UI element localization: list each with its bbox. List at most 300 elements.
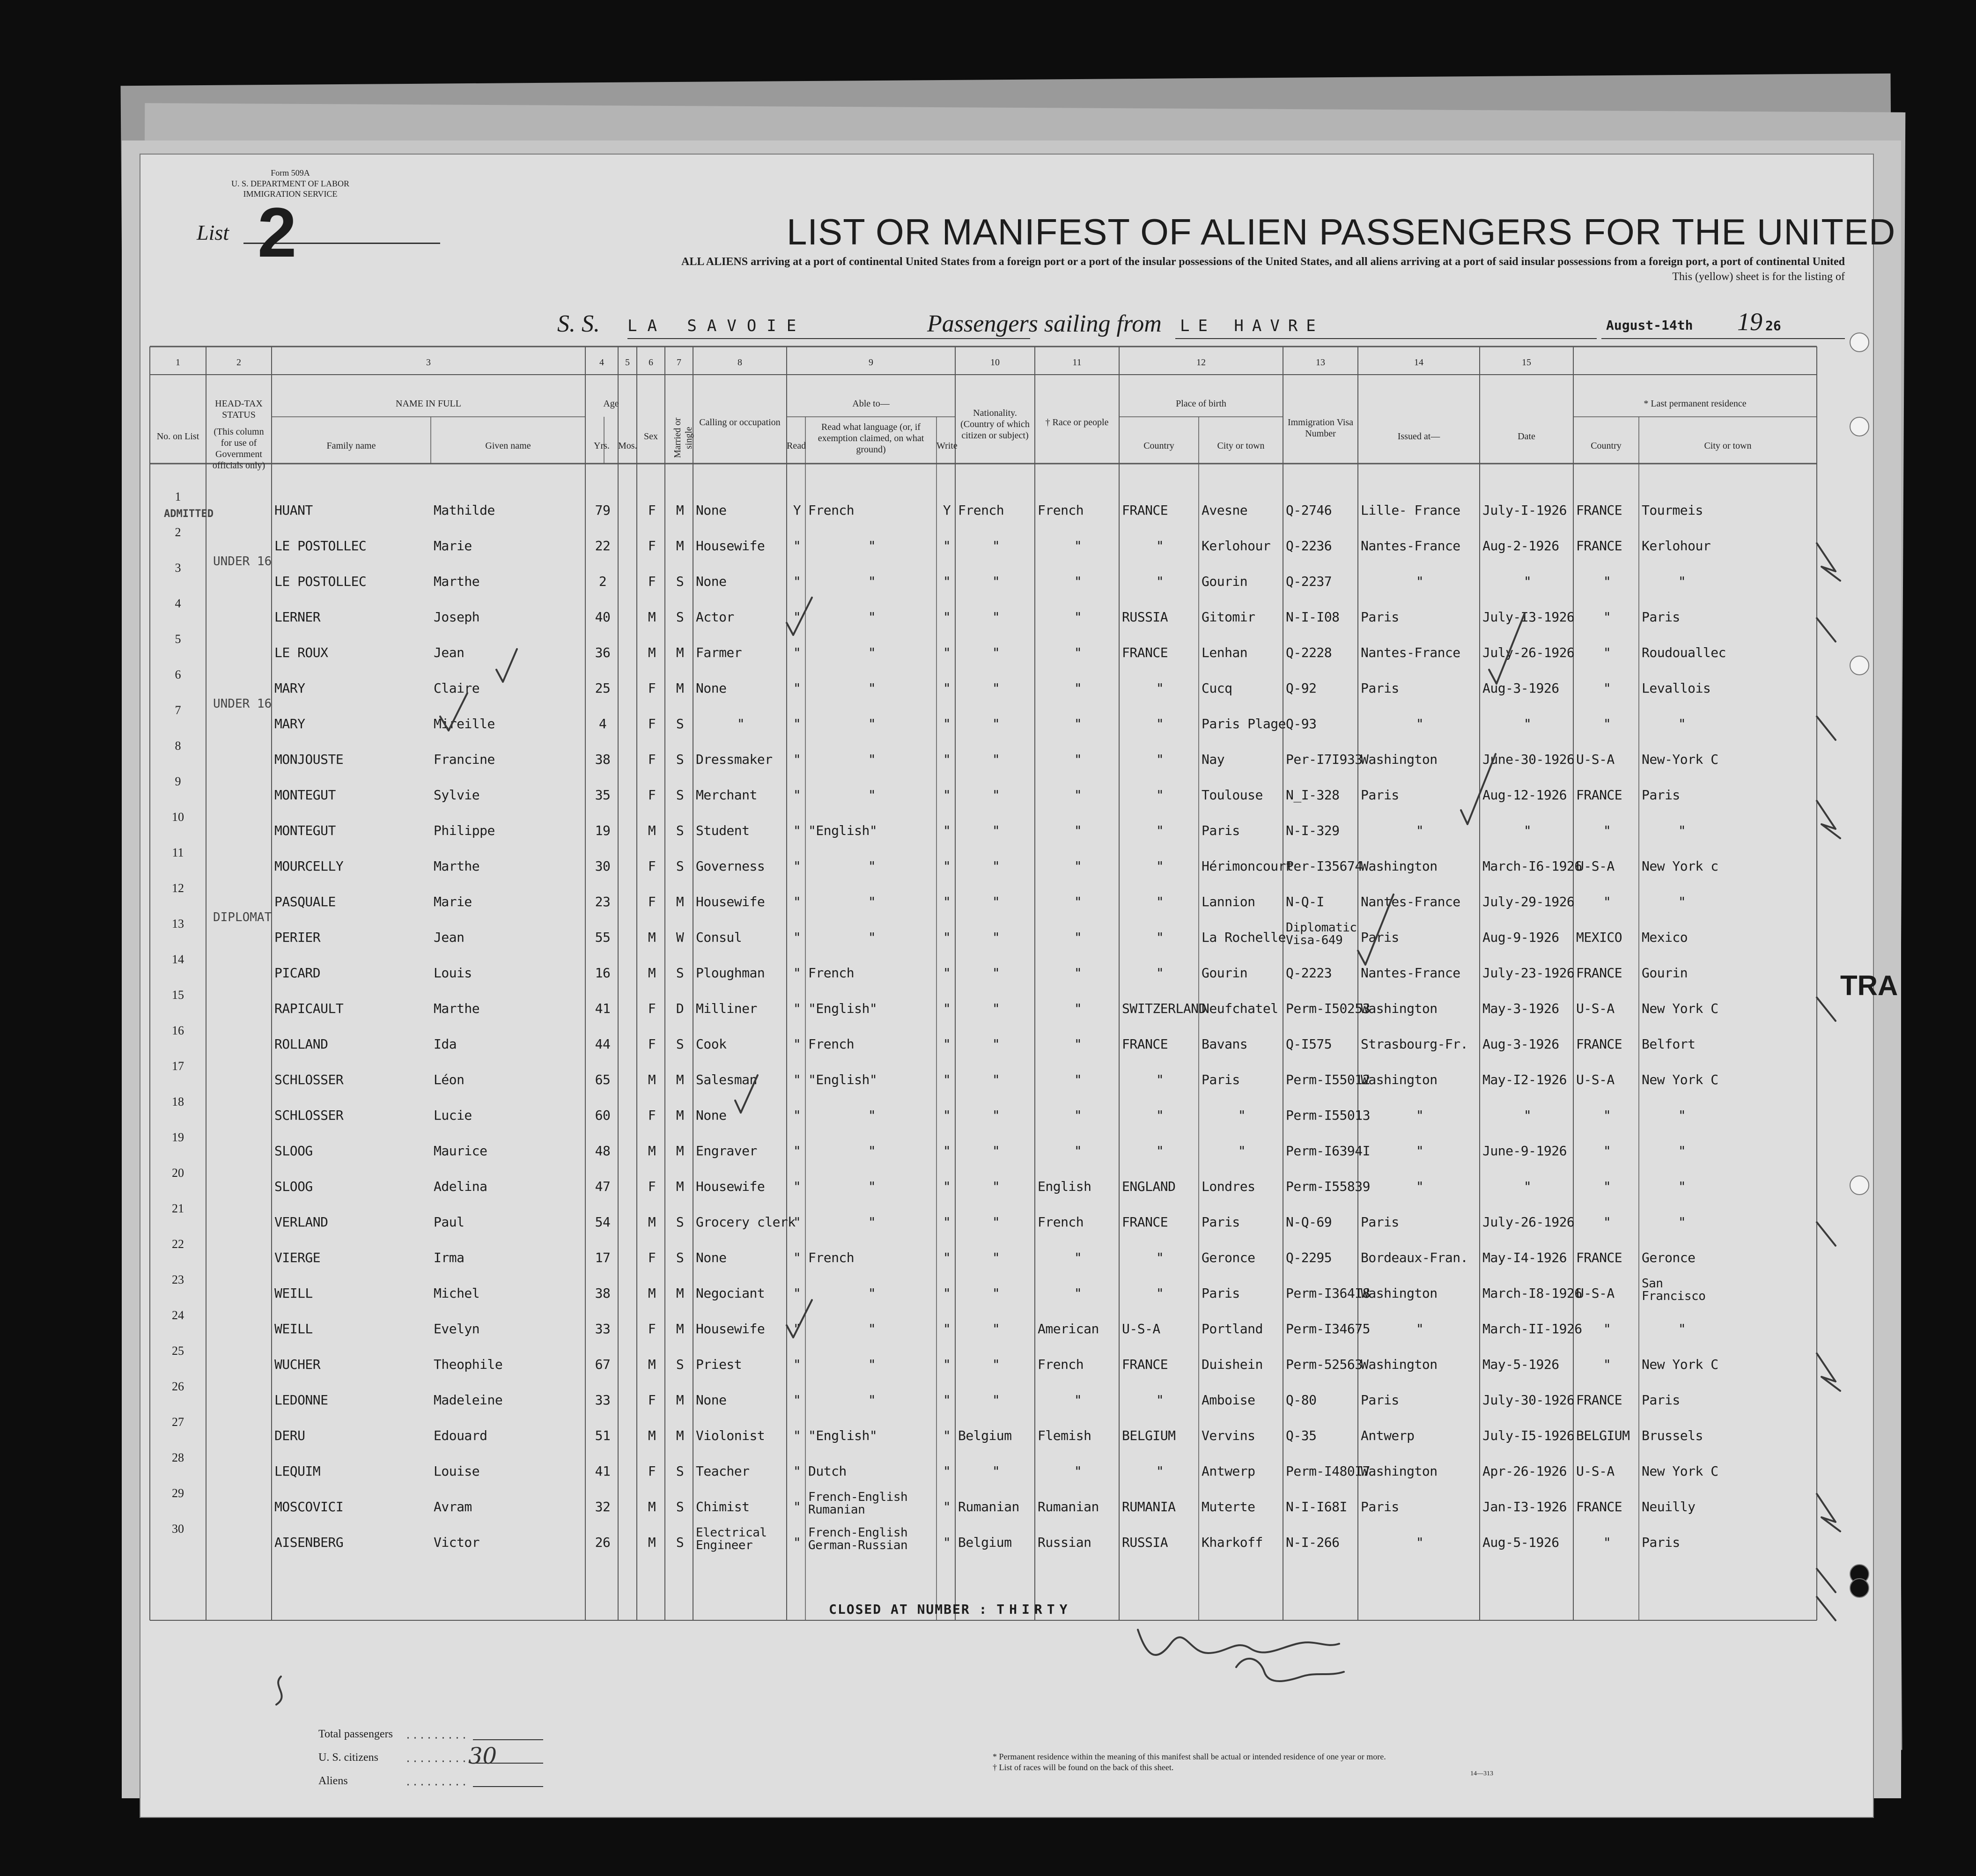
cell-issued: Paris [1361, 930, 1399, 945]
cell-date: May-I2-1926 [1482, 1072, 1567, 1087]
cell-age: 4 [598, 716, 607, 731]
header-res-country: Country [1591, 441, 1622, 451]
row-number: 28 [172, 1451, 184, 1464]
cell-race: Russian [1038, 1535, 1091, 1550]
cell-date: " [1523, 823, 1532, 838]
cell-ms: M [676, 894, 684, 909]
cell-sex: F [648, 1036, 656, 1052]
header-place-of-birth: Place of birth [1176, 399, 1226, 409]
row-number: 21 [172, 1202, 184, 1215]
cell-bcountry: FRANCE [1122, 645, 1168, 660]
cell-occ: None [696, 680, 727, 696]
cell-race: " [1074, 680, 1082, 696]
cell-sex: M [648, 645, 656, 660]
cell-bcity: Kharkoff [1202, 1535, 1263, 1550]
column-number: 13 [1316, 357, 1325, 368]
cell-lang: " [868, 1357, 876, 1372]
cell-visa: N-I-I68I [1286, 1499, 1347, 1514]
cell-family: MOSCOVICI [274, 1499, 344, 1514]
cell-family: PERIER [274, 930, 321, 945]
cell-race: " [1074, 752, 1082, 767]
cell-rcity: Neuilly [1642, 1499, 1696, 1514]
cell-lang: French [808, 965, 855, 981]
cell-read: " [793, 680, 801, 696]
cell-age: 33 [595, 1392, 611, 1408]
cell-given: Madeleine [434, 1392, 503, 1408]
cell-ms: M [676, 1428, 684, 1443]
cell-write: " [943, 1001, 951, 1016]
cell-lang: " [868, 858, 876, 874]
cell-rcity: " [1678, 1214, 1686, 1230]
us-citizens-label: U. S. citizens [318, 1751, 378, 1764]
cell-lang: "English" [808, 1001, 877, 1016]
cell-rcity: Brussels [1642, 1428, 1703, 1443]
cell-ms: S [676, 716, 684, 731]
cell-rcity: " [1678, 1143, 1686, 1159]
cell-rcity: New York c [1642, 858, 1718, 874]
cell-age: 16 [595, 965, 611, 981]
cell-read: " [793, 1535, 801, 1550]
cell-read: " [793, 1143, 801, 1159]
cell-rcountry: FRANCE [1576, 1499, 1622, 1514]
cell-rcountry: U-S-A [1576, 1463, 1615, 1479]
cell-nat: " [992, 930, 1000, 945]
row-number: 5 [175, 632, 181, 646]
cell-ms: S [676, 1357, 684, 1372]
cell-race: English [1038, 1179, 1091, 1194]
cell-issued: Strasbourg-Fr. [1361, 1036, 1468, 1052]
year-suffix: 26 [1765, 318, 1781, 333]
cell-age: 2 [598, 574, 607, 589]
cell-ms: S [676, 752, 684, 767]
cell-rcountry: U-S-A [1576, 1072, 1615, 1087]
cell-write: " [943, 645, 951, 660]
cell-bcountry: " [1156, 1463, 1164, 1479]
cell-write: " [943, 965, 951, 981]
row-number: 23 [172, 1273, 184, 1286]
cell-rcountry: MEXICO [1576, 930, 1622, 945]
cell-occ: None [696, 1250, 727, 1265]
cell-nat: " [992, 1108, 1000, 1123]
cell-race: " [1074, 538, 1082, 554]
cell-issued: " [1416, 574, 1424, 589]
cell-write: " [943, 1463, 951, 1479]
cell-bcountry: BELGIUM [1122, 1428, 1176, 1443]
cell-lang: " [868, 716, 876, 731]
cell-age: 41 [595, 1001, 611, 1016]
cell-sex: M [648, 1535, 656, 1550]
year-prefix: 19 [1737, 308, 1762, 336]
row-number: 22 [172, 1237, 184, 1251]
cell-write: " [943, 752, 951, 767]
cell-issued: " [1416, 1321, 1424, 1337]
cell-ms: S [676, 1463, 684, 1479]
cell-sex: F [648, 1250, 656, 1265]
cell-family: MONTEGUT [274, 823, 336, 838]
cell-nat: " [992, 858, 1000, 874]
cell-age: 54 [595, 1214, 611, 1230]
cell-visa: N-I-329 [1286, 823, 1340, 838]
cell-age: 30 [595, 858, 611, 874]
cell-bcity: Portland [1202, 1321, 1263, 1337]
cell-issued: " [1416, 1143, 1424, 1159]
cell-age: 17 [595, 1250, 611, 1265]
cell-nat: " [992, 1072, 1000, 1087]
cell-race: " [1074, 645, 1082, 660]
cell-race: Rumanian [1038, 1499, 1099, 1514]
cell-issued: Bordeaux-Fran. [1361, 1250, 1468, 1265]
cell-given: Jean [434, 930, 465, 945]
cell-bcity: Hérimoncourt [1202, 858, 1294, 874]
row-number: 17 [172, 1059, 184, 1073]
cell-ms: M [676, 1285, 684, 1301]
cell-read: " [793, 1285, 801, 1301]
cell-race: " [1074, 930, 1082, 945]
cell-lang: French [808, 1250, 855, 1265]
cell-issued: Washington [1361, 1072, 1438, 1087]
cell-sex: M [648, 1214, 656, 1230]
cell-lang: " [868, 752, 876, 767]
cell-write: " [943, 823, 951, 838]
cell-rcity: New York C [1642, 1001, 1718, 1016]
cell-ms: S [676, 1250, 684, 1265]
cell-rcity: Roudouallec [1642, 645, 1726, 660]
cell-race: American [1038, 1321, 1099, 1337]
cell-occ: Negociant [696, 1285, 765, 1301]
cell-given: Evelyn [434, 1321, 480, 1337]
cell-lang: " [868, 1108, 876, 1123]
cell-nat: " [992, 1001, 1000, 1016]
row-number: 27 [172, 1415, 184, 1429]
cell-family: VIERGE [274, 1250, 321, 1265]
cell-ms: M [676, 1179, 684, 1194]
cell-bcity: Vervins [1202, 1428, 1255, 1443]
cell-rcountry: FRANCE [1576, 965, 1622, 981]
cell-family: PICARD [274, 965, 321, 981]
cell-race: " [1074, 858, 1082, 874]
cell-age: 26 [595, 1535, 611, 1550]
cell-occ: None [696, 502, 727, 518]
cell-bcity: Paris [1202, 823, 1240, 838]
cell-race: " [1074, 1463, 1082, 1479]
ship-name: LA SAVOIE [627, 317, 807, 335]
cell-rcity: " [1678, 1179, 1686, 1194]
cell-issued: " [1416, 1108, 1424, 1123]
column-number: 15 [1522, 357, 1531, 368]
list-label: List [197, 221, 229, 244]
cell-rcity: Paris [1642, 787, 1680, 803]
cell-race: " [1074, 574, 1082, 589]
cell-race: " [1074, 823, 1082, 838]
cell-date: March-I6-1926 [1482, 858, 1582, 874]
cell-occ: Chimist [696, 1499, 750, 1514]
cell-bcity: Paris [1202, 1285, 1240, 1301]
cell-given: Irma [434, 1250, 465, 1265]
cell-date: May-5-1926 [1482, 1357, 1559, 1372]
cell-occ: None [696, 574, 727, 589]
cell-bcity: Paris [1202, 1072, 1240, 1087]
cell-rcountry: " [1603, 1143, 1611, 1159]
header-no-on-list: No. on List [156, 431, 199, 442]
cell-sex: M [648, 823, 656, 838]
cell-issued: Washington [1361, 1357, 1438, 1372]
cell-ms: S [676, 965, 684, 981]
cell-visa: N-Q-69 [1286, 1214, 1332, 1230]
cell-given: Victor [434, 1535, 480, 1550]
cell-issued: Paris [1361, 787, 1399, 803]
cell-issued: Washington [1361, 1463, 1438, 1479]
header-visa: Immigration Visa Number [1287, 417, 1354, 439]
cell-nat: " [992, 1357, 1000, 1372]
cell-lang: " [868, 930, 876, 945]
cell-given: Marie [434, 538, 472, 554]
cell-given: Mathilde [434, 502, 495, 518]
cell-age: 48 [595, 1143, 611, 1159]
column-number: 9 [869, 357, 873, 368]
cell-rcountry: U-S-A [1576, 858, 1615, 874]
column-number: 7 [677, 357, 681, 368]
cell-lang: " [868, 680, 876, 696]
row-number: 11 [172, 846, 184, 859]
cell-date: Aug-12-1926 [1482, 787, 1567, 803]
cell-rcity: New York C [1642, 1463, 1718, 1479]
cell-rcity: New York C [1642, 1357, 1718, 1372]
cell-issued: Washington [1361, 858, 1438, 874]
column-number: 12 [1196, 357, 1206, 368]
cell-visa: Perm-I55012 [1286, 1072, 1370, 1087]
cell-visa: Q-80 [1286, 1392, 1317, 1408]
cell-rcountry: FRANCE [1576, 787, 1622, 803]
cell-age: 55 [595, 930, 611, 945]
cell-rcity: Gourin [1642, 965, 1688, 981]
cell-lang: " [868, 787, 876, 803]
cell-family: SCHLOSSER [274, 1108, 344, 1123]
row-number: 26 [172, 1380, 184, 1393]
cell-sex: M [648, 1285, 656, 1301]
cell-date: March-II-1926 [1482, 1321, 1582, 1337]
cell-rcountry: U-S-A [1576, 1001, 1615, 1016]
cell-age: 41 [595, 1463, 611, 1479]
cell-issued: Washington [1361, 1001, 1438, 1016]
cell-issued: " [1416, 1179, 1424, 1194]
cell-date: July-I3-1926 [1482, 609, 1575, 625]
cell-lang: "English" [808, 1428, 877, 1443]
cell-nat: " [992, 1321, 1000, 1337]
cell-ms: S [676, 858, 684, 874]
cell-nat: " [992, 894, 1000, 909]
cell-age: 19 [595, 823, 611, 838]
cell-given: Louis [434, 965, 472, 981]
page-title: LIST OR MANIFEST OF ALIEN PASSENGERS FOR THE UNITED [787, 211, 1896, 252]
cell-read: " [793, 787, 801, 803]
cell-lang: " [868, 538, 876, 554]
cell-given: Philippe [434, 823, 495, 838]
cell-family: LE POSTOLLEC [274, 538, 367, 554]
header-read: Read [787, 441, 806, 451]
service-name: IMMIGRATION SERVICE [243, 189, 338, 199]
cell-bcity: Toulouse [1202, 787, 1263, 803]
cell-rcity: Paris [1642, 609, 1680, 625]
cell-date: " [1523, 1179, 1532, 1194]
departure-port: LE HAVRE [1180, 317, 1324, 335]
cell-read: Y [793, 502, 801, 518]
cell-given: Sylvie [434, 787, 480, 803]
cell-family: MARY [274, 716, 305, 731]
department-name: U. S. DEPARTMENT OF LABOR [231, 178, 349, 188]
cell-given: Jean [434, 645, 465, 660]
cell-given: Léon [434, 1072, 465, 1087]
cell-read: " [793, 823, 801, 838]
cell-family: LE ROUX [274, 645, 328, 660]
cell-issued: Nantes-France [1361, 894, 1460, 909]
header-write: Write [936, 441, 958, 451]
cell-write: " [943, 1250, 951, 1265]
cell-given: Francine [434, 752, 495, 767]
cell-read: " [793, 1036, 801, 1052]
cell-family: SCHLOSSER [274, 1072, 344, 1087]
cell-rcity: Geronce [1642, 1250, 1696, 1265]
header-head-tax-note: (This column for use of Government officials only) [212, 427, 265, 471]
cell-ms: S [676, 1535, 684, 1550]
row-number: 19 [172, 1130, 184, 1144]
cell-sex: M [648, 930, 656, 945]
cell-rcity: " [1678, 1108, 1686, 1123]
cell-issued: Paris [1361, 680, 1399, 696]
cell-visa: Q-2236 [1286, 538, 1332, 554]
row-number: 2 [175, 525, 181, 539]
cell-rcountry: " [1603, 609, 1611, 625]
cell-family: LE POSTOLLEC [274, 574, 367, 589]
cell-bcity: " [1238, 1143, 1246, 1159]
cell-write: " [943, 1036, 951, 1052]
pencil-annotations [140, 155, 1873, 1817]
cell-lang: " [868, 574, 876, 589]
cell-occ: Teacher [696, 1463, 750, 1479]
cell-rcountry: FRANCE [1576, 538, 1622, 554]
cell-bcountry: " [1156, 680, 1164, 696]
cell-visa: N-I-I08 [1286, 609, 1340, 625]
cell-bcity: Paris Plage [1202, 716, 1286, 731]
race-footnote: † List of races will be found on the back of this sheet. [993, 1763, 1174, 1773]
cell-age: 47 [595, 1179, 611, 1194]
cell-bcity: Duishein [1202, 1357, 1263, 1372]
cell-race: French [1038, 1214, 1084, 1230]
cell-occ: " [737, 716, 745, 731]
cell-date: Aug-3-1926 [1482, 680, 1559, 696]
cell-lang: " [868, 1321, 876, 1337]
cell-age: 40 [595, 609, 611, 625]
cell-visa: Q-2228 [1286, 645, 1332, 660]
cell-write: " [943, 1143, 951, 1159]
cell-occ: Housewife [696, 894, 765, 909]
column-number: 8 [737, 357, 742, 368]
cell-bcountry: " [1156, 574, 1164, 589]
cell-ms: S [676, 1499, 684, 1514]
cell-rcity: New York C [1642, 1072, 1718, 1087]
column-number: 14 [1414, 357, 1423, 368]
cell-bcountry: " [1156, 823, 1164, 838]
cell-occ: Consul [696, 930, 742, 945]
list-number: 2 [258, 193, 297, 272]
cell-family: LEQUIM [274, 1463, 321, 1479]
cell-race: " [1074, 787, 1082, 803]
cell-bcountry: FRANCE [1122, 1036, 1168, 1052]
cell-ms: M [676, 1392, 684, 1408]
cell-age: 22 [595, 538, 611, 554]
cell-occ: Salesman [696, 1072, 757, 1087]
handwritten-total: 30 [468, 1743, 497, 1769]
cell-age: 36 [595, 645, 611, 660]
cell-sex: M [648, 965, 656, 981]
cell-race: " [1074, 1250, 1082, 1265]
cell-given: Mireille [434, 716, 495, 731]
header-family-name: Family name [326, 441, 376, 451]
cell-visa: Diplomatic Visa-649 [1286, 921, 1357, 948]
row-number: 14 [172, 953, 184, 966]
cell-nat: " [992, 1285, 1000, 1301]
cell-family: SLOOG [274, 1179, 313, 1194]
cell-occ: Housewife [696, 1321, 765, 1337]
cell-given: Marthe [434, 1001, 480, 1016]
cell-family: WEILL [274, 1285, 313, 1301]
cell-issued: Paris [1361, 1499, 1399, 1514]
cell-date: Aug-3-1926 [1482, 1036, 1559, 1052]
cell-sex: M [648, 1072, 656, 1087]
row-number: 15 [172, 988, 184, 1002]
page-subtitle: ALL ALIENS arriving at a port of continental United States from a foreign port or a port of the insular possessions of the United States, and all aliens arriving at a port of said insular possessions from a foreign port, a port of continental United [681, 256, 1845, 268]
cell-lang: " [868, 1285, 876, 1301]
cell-rcity: New-York C [1642, 752, 1718, 767]
cell-rcity: " [1678, 574, 1686, 589]
cell-age: 79 [595, 502, 611, 518]
cell-rcity: Paris [1642, 1392, 1680, 1408]
cell-sex: M [648, 1428, 656, 1443]
cell-bcity: Avesne [1202, 502, 1248, 518]
cell-lang: French-English German-Russian [808, 1526, 908, 1553]
cell-family: LEDONNE [274, 1392, 328, 1408]
cell-bcountry: RUSSIA [1122, 609, 1168, 625]
cell-write: " [943, 1357, 951, 1372]
cell-nat: " [992, 609, 1000, 625]
cell-bcity: Gitomir [1202, 609, 1255, 625]
cell-nat: " [992, 1214, 1000, 1230]
cell-rcity: Kerlohour [1642, 538, 1711, 554]
cell-race: " [1074, 894, 1082, 909]
cell-bcountry: " [1156, 1285, 1164, 1301]
cell-bcountry: " [1156, 1072, 1164, 1087]
header-calling: Calling or occupation [699, 417, 781, 428]
row-number: 29 [172, 1486, 184, 1500]
cell-occ: Priest [696, 1357, 742, 1372]
cell-sex: M [648, 1143, 656, 1159]
cell-occ: Governess [696, 858, 765, 874]
cell-bcountry: " [1156, 1108, 1164, 1123]
cell-visa: Q-93 [1286, 716, 1317, 731]
cell-ms: M [676, 1321, 684, 1337]
cell-date: " [1523, 716, 1532, 731]
cell-write: " [943, 1108, 951, 1123]
cell-date: Aug-5-1926 [1482, 1535, 1559, 1550]
cell-occ: Housewife [696, 1179, 765, 1194]
cell-nat: " [992, 1143, 1000, 1159]
cell-nat: Belgium [958, 1428, 1012, 1443]
cell-read: " [793, 1250, 801, 1265]
cell-rcountry: " [1603, 716, 1611, 731]
cell-rcountry: " [1603, 1535, 1611, 1550]
cell-age: 33 [595, 1321, 611, 1337]
cell-date: July-26-1926 [1482, 1214, 1575, 1230]
row-number: 1 [175, 490, 181, 503]
